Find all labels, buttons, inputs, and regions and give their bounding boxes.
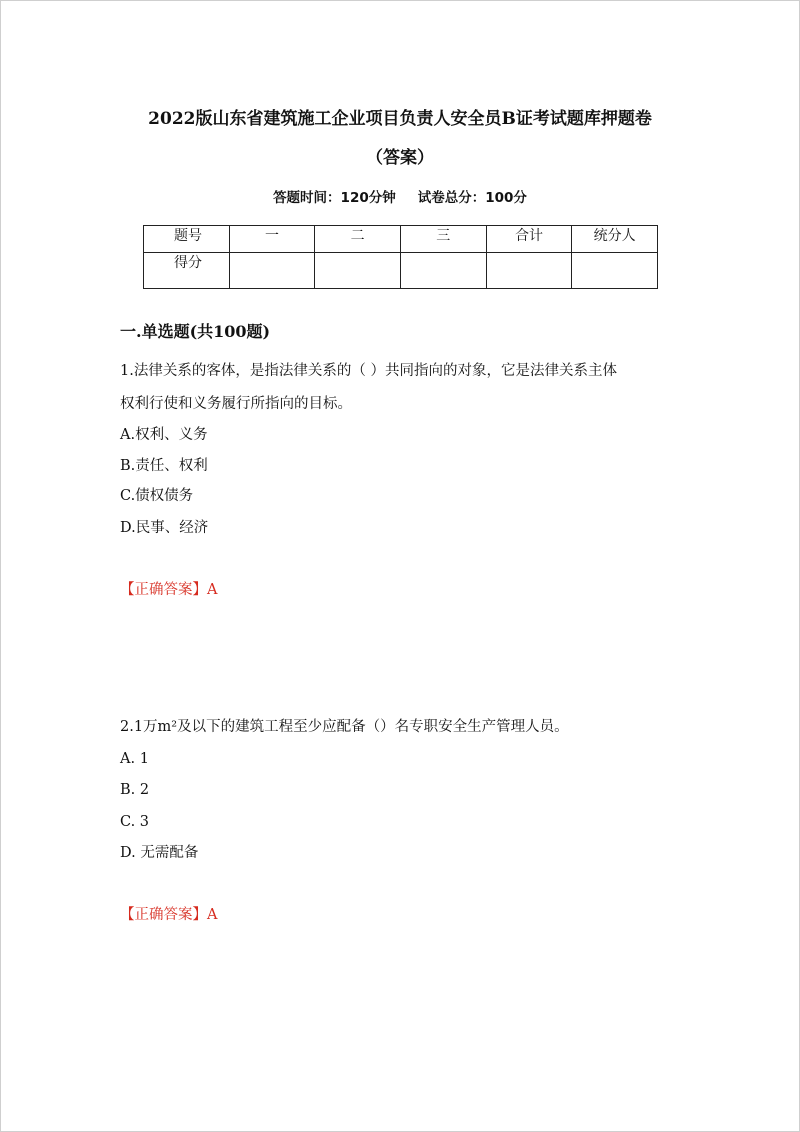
option-a: A.权利、义务 <box>120 427 208 443</box>
option-d: D. 无需配备 <box>120 845 199 861</box>
score-table-cell <box>572 253 658 289</box>
question-stem-continued: 权利行使和义务履行所指向的目标。 <box>120 396 352 412</box>
option-c: C.债权债务 <box>120 488 194 504</box>
document-title-suffix: （答案） <box>366 148 434 168</box>
score-table-cell <box>315 253 401 289</box>
score-table-cell: 统分人 <box>572 226 658 253</box>
score-table-cell <box>400 253 486 289</box>
score-table-cell: 得分 <box>144 253 230 289</box>
option-d: D.民事、经济 <box>120 520 209 536</box>
score-table-cell: 合计 <box>486 226 572 253</box>
document-title: 2022版山东省建筑施工企业项目负责人安全员B证考试题库押题卷 <box>148 109 652 129</box>
section-title: 一.单选题(共100题) <box>120 322 271 341</box>
question-stem: 2.1万m²及以下的建筑工程至少应配备（）名专职安全生产管理人员。 <box>120 719 569 735</box>
option-a: A. 1 <box>120 751 149 767</box>
score-table-header-row <box>144 226 658 253</box>
correct-answer: 【正确答案】A <box>120 582 218 598</box>
score-table-cell <box>486 253 572 289</box>
option-b: B.责任、权利 <box>120 458 208 474</box>
score-table-cell: 一 <box>229 226 315 253</box>
score-table-cell: 题号 <box>144 226 230 253</box>
score-table-score-row <box>144 253 658 289</box>
total-score: 试卷总分：100分 <box>417 190 527 206</box>
option-b: B. 2 <box>120 782 150 798</box>
question-stem: 1.法律关系的客体，是指法律关系的（ ）共同指向的对象，它是法律关系主体 <box>120 363 617 379</box>
option-c: C. 3 <box>120 814 150 830</box>
score-table <box>143 225 658 289</box>
score-table-cell: 二 <box>315 226 401 253</box>
score-table-cell <box>229 253 315 289</box>
score-table-cell: 三 <box>400 226 486 253</box>
exam-time: 答题时间：120分钟 <box>273 190 396 206</box>
exam-meta <box>40 188 760 208</box>
correct-answer: 【正确答案】A <box>120 907 218 923</box>
